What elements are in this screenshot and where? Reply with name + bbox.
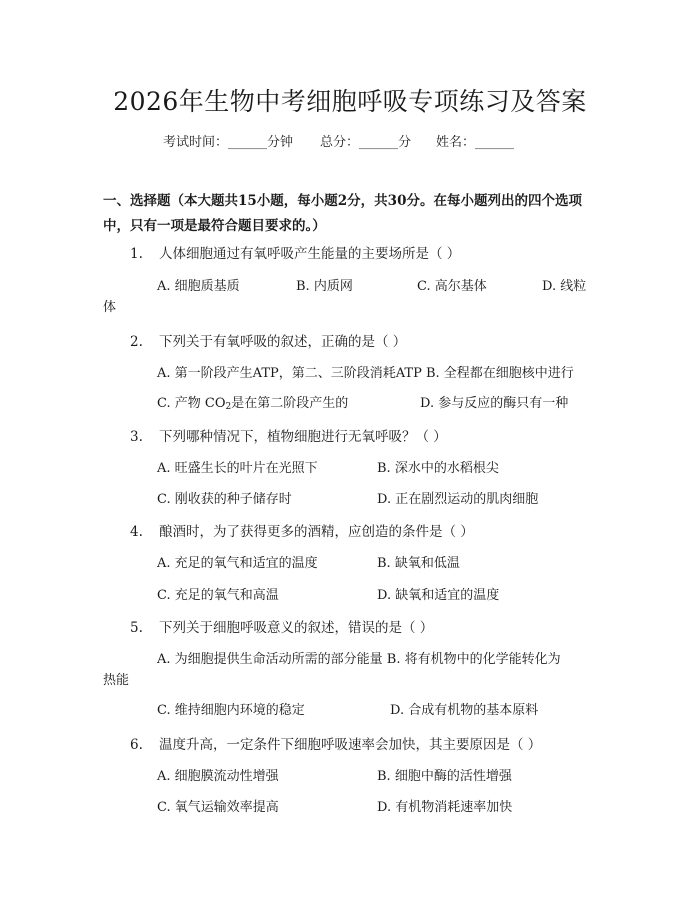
option-c: C. 充足的氧气和高温: [157, 588, 279, 603]
question-number: 1.: [130, 246, 143, 262]
question-3: [130, 425, 447, 445]
option-d: D. 合成有机物的基本原料: [390, 703, 539, 718]
question-2: [130, 330, 406, 350]
option-b: B. 细胞中酶的活性增强: [377, 769, 512, 784]
option-a: A. 细胞膜流动性增强: [157, 769, 279, 784]
total-score-field: 总分：______分: [320, 135, 412, 150]
option-d: D. 有机物消耗速率加快: [377, 800, 513, 815]
question-number: 4.: [130, 524, 143, 540]
name-field: 姓名：______: [436, 135, 515, 150]
question-number: 3.: [130, 429, 143, 445]
question-1: [130, 242, 460, 262]
option-ab-line: A. 第一阶段产生ATP，第二、三阶段消耗ATP B. 全程都在细胞核中进行: [157, 366, 574, 381]
option-d: D. 线粒: [542, 279, 587, 294]
option-d: D. 正在剧烈运动的肌肉细胞: [377, 492, 539, 507]
option-a: A. 细胞质基质: [157, 279, 240, 294]
option-b: B. 内质网: [296, 279, 353, 294]
option-c: C. 氧气运输效率提高: [157, 800, 279, 815]
option-a: A. 充足的氧气和适宜的温度: [157, 556, 318, 571]
option-b: B. 缺氧和低温: [377, 556, 460, 571]
question-stem: 酿酒时，为了获得更多的酒精，应创造的条件是（ ）: [159, 524, 474, 540]
option-b-wrap: 热能: [103, 673, 130, 688]
question-5: [130, 616, 433, 636]
question-number: 6.: [130, 737, 143, 753]
option-b: B. 深水中的水稻根尖: [377, 461, 499, 476]
question-stem: 下列关于有氧呼吸的叙述，正确的是（ ）: [159, 334, 407, 350]
section-heading: 一、选择题（本大题共15小题，每小题2分，共30分。在每小题列出的四个选项中，只有一项是最符合题目要求的。）: [103, 193, 582, 234]
question-number: 2.: [130, 334, 143, 350]
option-a: A. 旺盛生长的叶片在光照下: [157, 461, 318, 476]
exam-time-field: 考试时间：______分钟: [163, 135, 294, 150]
option-ab-line: A. 为细胞提供生命活动所需的部分能量 B. 将有机物中的化学能转化为: [157, 652, 561, 667]
exam-info-line: [163, 131, 514, 150]
option-d: D. 参与反应的酶只有一种: [420, 396, 569, 411]
question-stem: 人体细胞通过有氧呼吸产生能量的主要场所是（ ）: [159, 246, 461, 262]
option-c: C. 刚收获的种子储存时: [157, 492, 292, 507]
option-d: D. 缺氧和适宜的温度: [377, 588, 500, 603]
question-6: [130, 733, 541, 753]
question-number: 5.: [130, 620, 143, 636]
question-stem: 下列关于细胞呼吸意义的叙述，错误的是（ ）: [159, 620, 434, 636]
question-4: [130, 520, 474, 540]
option-c: C. 产物 $CO_2$是在第二阶段产生的: [157, 396, 349, 412]
option-d-wrap: 体: [103, 300, 117, 315]
option-c: C. 高尔基体: [417, 279, 487, 294]
page-title: 2026年生物中考细胞呼吸专项练习及答案: [113, 87, 587, 116]
option-c: C. 维持细胞内环境的稳定: [157, 703, 305, 718]
question-stem: 下列哪种情况下，植物细胞进行无氧呼吸？（ ）: [159, 429, 447, 445]
question-stem: 温度升高，一定条件下细胞呼吸速率会加快，其主要原因是（ ）: [159, 737, 542, 753]
